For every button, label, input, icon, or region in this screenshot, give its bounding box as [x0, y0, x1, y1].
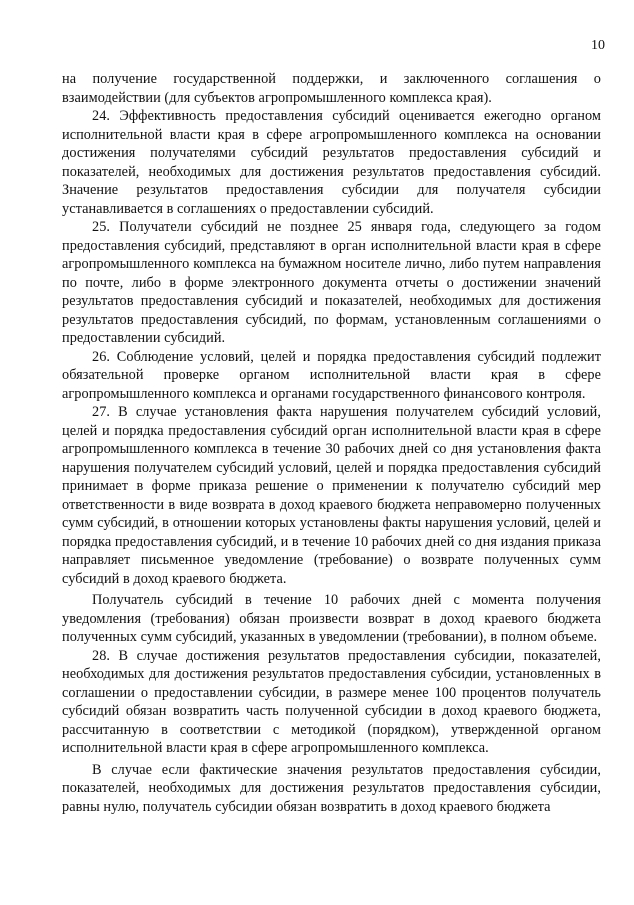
- document-body: [62, 70, 601, 816]
- paragraph-continuation: на получение государственной поддержки, и заключенного соглашения о взаимодействии (для субъектов агропромышленного комплекса края).: [62, 71, 601, 106]
- paragraph-27: 27. В случае установления факта нарушения получателем субсидий условий, целей и порядка предоставления субсидий орган исполнительной власти края в сфере агропромышленного комплекса в течение 30 рабочих дней со дня установления факта нарушения получателем субсидий условий, целей и порядка предоставления субсидий принимает в форме приказа решение о применении к получателю субсидий мер ответственности в виде возврата в доход краевого бюджета неправомерно полученных сумм субсидий, в отношении которых установлены факты нарушения условий, целей и порядка предоставления субсидий, и в течение 10 рабочих дней со дня издания приказа направляет письменное уведомление (требование) о возврате полученных сумм субсидий в доход краевого бюджета.: [62, 404, 601, 587]
- paragraph-28: 28. В случае достижения результатов предоставления субсидии, показателей, необходимых для достижения результатов предоставления субсидии, установленных в соглашении о предоставлении субсидии, в размере менее 100 процентов получатель субсидий обязан возвратить часть полученной субсидии в доход краевого бюджета, рассчитанную в соответствии с методикой (порядком), утвержденной органом исполнительной власти края в сфере агропромышленного комплекса.: [62, 647, 601, 756]
- paragraph-28-zero-values: В случае если фактические значения результатов предоставления субсидии, показателей, необходимых для достижения результатов предоставления субсидии, равны нулю, получатель субсидии обязан возвратить в доход краевого бюджета: [62, 761, 601, 815]
- paragraph-27-refund: Получатель субсидий в течение 10 рабочих дней с момента получения уведомления (требования) обязан произвести возврат в доход краевого бюджета полученных сумм субсидий, указанных в уведомлении (требовании), в полном объеме.: [62, 592, 601, 645]
- paragraph-25: 25. Получатели субсидий не позднее 25 января года, следующего за годом предоставления субсидий, представляют в орган исполнительной власти края в сфере агропромышленного комплекса на бумажном носителе лично, либо путем направления по почте, либо в форме электронного документа отчеты о достижении значений результатов предоставления субсидий и показателей, необходимых для достижения результатов предоставления субсидий, по формам, установленным соглашениями о предоставлении субсидий.: [62, 219, 601, 346]
- paragraph-26: 26. Соблюдение условий, целей и порядка предоставления субсидий подлежит обязательной проверке органом исполнительной власти края в сфере агропромышленного комплекса и органами государственного финансового контроля.: [62, 348, 601, 402]
- paragraph-24: 24. Эффективность предоставления субсидий оценивается ежегодно органом исполнительной власти края в сфере агропромышленного комплекса на основании достижения получателями субсидий результатов предоставления субсидий и показателей, необходимых для достижения результатов предоставления субсидий. Значение результатов предоставления субсидии для получателя субсидии устанавливается в соглашениях о предоставлении субсидий.: [62, 108, 601, 217]
- page-number: 10: [591, 38, 605, 53]
